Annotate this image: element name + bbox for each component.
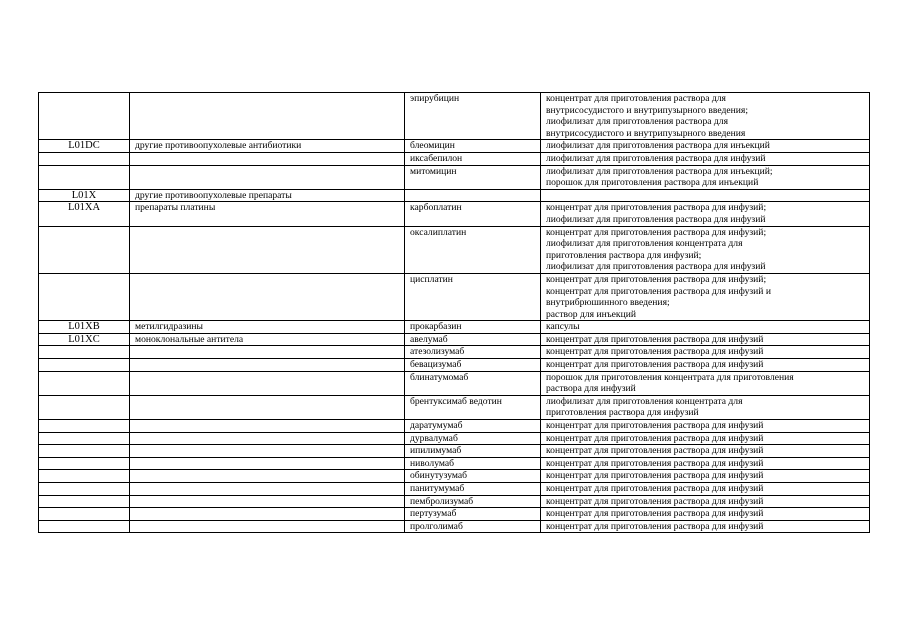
- drug-name-cell: карбоплатин: [405, 202, 541, 226]
- atc-code-cell: [39, 495, 130, 508]
- drug-name-cell: [405, 189, 541, 202]
- table-row: [39, 371, 870, 395]
- atc-code-cell: [39, 508, 130, 521]
- dosage-form-cell: лиофилизат для приготовления концентрата для приготовления раствора для инфузий: [541, 395, 870, 419]
- table-row: [39, 321, 870, 334]
- table-row: [39, 202, 870, 226]
- drug-name-cell: дурвалумаб: [405, 432, 541, 445]
- group-name-cell: [130, 165, 405, 189]
- drug-name-cell: пембролизумаб: [405, 495, 541, 508]
- atc-code-cell: L01DC: [39, 140, 130, 153]
- group-name-cell: [130, 93, 405, 140]
- drug-name-cell: иксабепилон: [405, 152, 541, 165]
- dosage-form-cell: концентрат для приготовления раствора для инфузий: [541, 346, 870, 359]
- atc-code-cell: [39, 457, 130, 470]
- dosage-form-cell: лиофилизат для приготовления раствора для инъекций: [541, 140, 870, 153]
- dosage-form-cell: концентрат для приготовления раствора для инфузий: [541, 508, 870, 521]
- table-row: [39, 226, 870, 273]
- drug-name-cell: атезолизумаб: [405, 346, 541, 359]
- atc-code-cell: [39, 371, 130, 395]
- group-name-cell: [130, 457, 405, 470]
- atc-code-cell: [39, 395, 130, 419]
- table-row: [39, 483, 870, 496]
- table-row: [39, 93, 870, 140]
- dosage-form-cell: концентрат для приготовления раствора для инфузий: [541, 333, 870, 346]
- group-name-cell: препараты платины: [130, 202, 405, 226]
- atc-code-cell: [39, 359, 130, 372]
- dosage-form-cell: капсулы: [541, 321, 870, 334]
- dosage-form-cell: концентрат для приготовления раствора для инфузий: [541, 470, 870, 483]
- table-row: [39, 445, 870, 458]
- group-name-cell: моноклональные антитела: [130, 333, 405, 346]
- dosage-form-cell: концентрат для приготовления раствора для инфузий; лиофилизат для приготовления концентрата для приготовления раствора для инфузий; лиофилизат для приготовления раствора для инфузий: [541, 226, 870, 273]
- group-name-cell: [130, 371, 405, 395]
- atc-code-cell: [39, 152, 130, 165]
- dosage-form-cell: концентрат для приготовления раствора для инфузий: [541, 495, 870, 508]
- dosage-form-cell: лиофилизат для приготовления раствора для инъекций; порошок для приготовления раствора для инъекций: [541, 165, 870, 189]
- group-name-cell: метилгидразины: [130, 321, 405, 334]
- atc-code-cell: [39, 483, 130, 496]
- dosage-form-cell: концентрат для приготовления раствора для инфузий: [541, 432, 870, 445]
- dosage-form-cell: лиофилизат для приготовления раствора для инфузий: [541, 152, 870, 165]
- group-name-cell: [130, 470, 405, 483]
- drug-name-cell: блеомицин: [405, 140, 541, 153]
- group-name-cell: [130, 346, 405, 359]
- drug-name-cell: бевацизумаб: [405, 359, 541, 372]
- drug-name-cell: ипилимумаб: [405, 445, 541, 458]
- drug-name-cell: оксалиплатин: [405, 226, 541, 273]
- atc-code-cell: L01XA: [39, 202, 130, 226]
- table-row: [39, 457, 870, 470]
- dosage-form-cell: концентрат для приготовления раствора для инфузий; лиофилизат для приготовления раствора для инфузий: [541, 202, 870, 226]
- drug-classification-table: [38, 92, 870, 533]
- atc-code-cell: [39, 520, 130, 533]
- drug-name-cell: цисплатин: [405, 273, 541, 320]
- atc-code-cell: L01XB: [39, 321, 130, 334]
- group-name-cell: [130, 395, 405, 419]
- group-name-cell: [130, 520, 405, 533]
- dosage-form-cell: концентрат для приготовления раствора для инфузий; концентрат для приготовления раствора для инфузий и внутрибрюшинного введения; раствор для инъекций: [541, 273, 870, 320]
- table-row: [39, 420, 870, 433]
- group-name-cell: другие противоопухолевые антибиотики: [130, 140, 405, 153]
- dosage-form-cell: концентрат для приготовления раствора для инфузий: [541, 457, 870, 470]
- table-row: [39, 520, 870, 533]
- atc-code-cell: [39, 93, 130, 140]
- dosage-form-cell: концентрат для приготовления раствора для инфузий: [541, 520, 870, 533]
- dosage-form-cell: [541, 189, 870, 202]
- table-body: [39, 93, 870, 533]
- drug-name-cell: прокарбазин: [405, 321, 541, 334]
- atc-code-cell: [39, 273, 130, 320]
- atc-code-cell: [39, 346, 130, 359]
- table-row: [39, 508, 870, 521]
- drug-name-cell: блинатумомаб: [405, 371, 541, 395]
- group-name-cell: [130, 152, 405, 165]
- drug-name-cell: даратумумаб: [405, 420, 541, 433]
- group-name-cell: [130, 483, 405, 496]
- drug-name-cell: митомицин: [405, 165, 541, 189]
- table-row: [39, 273, 870, 320]
- group-name-cell: [130, 432, 405, 445]
- table-row: [39, 432, 870, 445]
- drug-name-cell: брентуксимаб ведотин: [405, 395, 541, 419]
- group-name-cell: [130, 359, 405, 372]
- atc-code-cell: L01X: [39, 189, 130, 202]
- atc-code-cell: [39, 432, 130, 445]
- group-name-cell: другие противоопухолевые препараты: [130, 189, 405, 202]
- group-name-cell: [130, 445, 405, 458]
- atc-code-cell: [39, 445, 130, 458]
- group-name-cell: [130, 508, 405, 521]
- atc-code-cell: [39, 226, 130, 273]
- table-row: [39, 470, 870, 483]
- drug-name-cell: пролголимаб: [405, 520, 541, 533]
- atc-code-cell: L01XC: [39, 333, 130, 346]
- drug-name-cell: панитумумаб: [405, 483, 541, 496]
- table-row: [39, 333, 870, 346]
- table-row: [39, 395, 870, 419]
- drug-name-cell: авелумаб: [405, 333, 541, 346]
- table-row: [39, 165, 870, 189]
- table-row: [39, 495, 870, 508]
- drug-name-cell: пертузумаб: [405, 508, 541, 521]
- dosage-form-cell: порошок для приготовления концентрата для приготовления раствора для инфузий: [541, 371, 870, 395]
- atc-code-cell: [39, 470, 130, 483]
- table-row: [39, 346, 870, 359]
- dosage-form-cell: концентрат для приготовления раствора для инфузий: [541, 445, 870, 458]
- atc-code-cell: [39, 420, 130, 433]
- drug-name-cell: обинутузумаб: [405, 470, 541, 483]
- group-name-cell: [130, 420, 405, 433]
- atc-code-cell: [39, 165, 130, 189]
- table-row: [39, 189, 870, 202]
- dosage-form-cell: концентрат для приготовления раствора для внутрисосудистого и внутрипузырного введения; лиофилизат для приготовления раствора для внутрисосудистого и внутрипузырного введения: [541, 93, 870, 140]
- dosage-form-cell: концентрат для приготовления раствора для инфузий: [541, 359, 870, 372]
- drug-name-cell: ниволумаб: [405, 457, 541, 470]
- table-row: [39, 359, 870, 372]
- table-row: [39, 140, 870, 153]
- group-name-cell: [130, 273, 405, 320]
- table-row: [39, 152, 870, 165]
- group-name-cell: [130, 226, 405, 273]
- dosage-form-cell: концентрат для приготовления раствора для инфузий: [541, 420, 870, 433]
- dosage-form-cell: концентрат для приготовления раствора для инфузий: [541, 483, 870, 496]
- group-name-cell: [130, 495, 405, 508]
- drug-name-cell: эпирубицин: [405, 93, 541, 140]
